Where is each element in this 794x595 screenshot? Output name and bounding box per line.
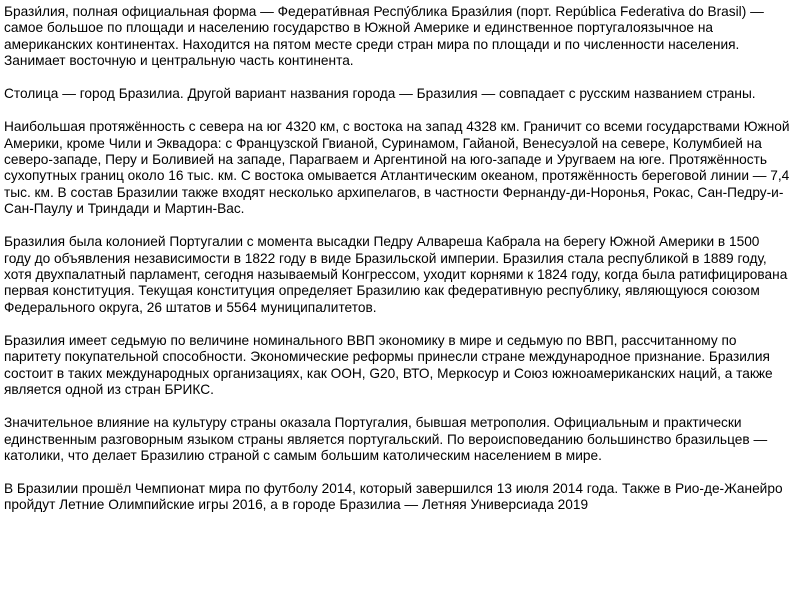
paragraph-history: Бразилия была колонией Португалии с момента высадки Педру Алвареша Кабрала на берегу Южной Америки в 1500 году до объявления независимости в 1822 году в виде Бразильской империи. Бразилия стала республикой в 1889 году, хотя двухпалатный парламент, сегодня называемый Конгрессом, уходит корнями к 1824 году, когда была ратифицирована первая конституция. Текущая конституция определяет Бразилию как федеративную республику, являющуюся союзом Федерального округа, 26 штатов и 5564 муниципалитетов. xyxy=(4,234,788,315)
paragraph-intro: Брази́лия, полная официальная форма — Федерати́вная Респу́блика Брази́лия (порт. República Federativa do Brasil) — самое большое по площади и населению государство в Южной Америке и единственное португалоязычное на американских континентах. Находится на пятом месте среди стран мира по площади и по численности населения. Занимает восточную и центральную часть континента. xyxy=(4,4,764,69)
paragraph-geography: Наибольшая протяжённость с севера на юг 4320 км, с востока на запад 4328 км. Граничит со всеми государствами Южной Америки, кроме Чили и Эквадора: с Французской Гвианой, Суринамом, Гайаной, Венесуэлой на севере, Колумбией на северо-западе, Перу и Боливией на западе, Парагваем и Аргентиной на юго-западе и Уругваем на юге. Протяжённость сухопутных границ около 16 тыс. км. С востока омывается Атлантическим океаном, протяжённость береговой линии — 7,4 тыс. км. В состав Бразилии также входят несколько архипелагов, в частности Фернанду-ди-Норонья, Рокас, Сан-Педру-и-Сан-Паулу и Триндади и Мартин-Вас. xyxy=(4,119,790,217)
document-body xyxy=(4,4,790,530)
paragraph-sports: В Бразилии прошёл Чемпионат мира по футболу 2014, который завершился 13 июля 2014 года. Также в Рио-де-Жанейро пройдут Летние Олимпийские игры 2016, а в городе Бразилиа — Летняя Универсиада 2019 xyxy=(4,480,783,513)
paragraph-economy: Бразилия имеет седьмую по величине номинального ВВП экономику в мире и седьмую по ВВП, рассчитанному по паритету покупательной способности. Экономические реформы принесли стране международное признание. Бразилия состоит в таких международных организациях, как ООН, G20, ВТО, Меркосур и Союз южноамериканских наций, а также является одной из стран БРИКС. xyxy=(4,332,773,398)
paragraph-capital: Столица — город Бразилиа. Другой вариант названия города — Бразилия — совпадает с русским названием страны. xyxy=(4,86,756,102)
paragraph-culture: Значительное влияние на культуру страны оказала Португалия, бывшая метрополия. Официальным и практически единственным разговорным языком страны является португальский. По вероисповеданию большинство бразильцев — католики, что делает Бразилию страной с самым большим католическим населением в мире. xyxy=(4,415,768,463)
